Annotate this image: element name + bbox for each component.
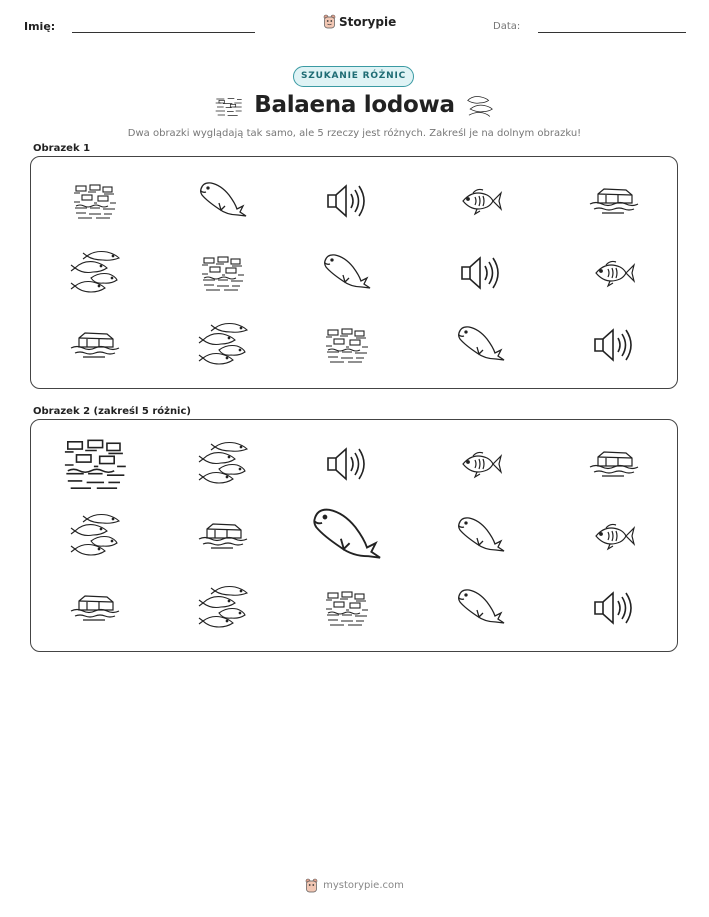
fish-icon[interactable] (579, 506, 649, 566)
storypie-mascot-icon (323, 14, 336, 29)
brand-logo (323, 14, 396, 29)
footer (0, 878, 709, 893)
picture-2-panel[interactable] (30, 419, 678, 652)
worksheet-type-badge: SZUKANIE RÓŻNIC (293, 66, 414, 87)
name-label: Imię: (24, 20, 56, 33)
iceberg-icon (60, 315, 130, 375)
beluga-icon[interactable] (446, 506, 516, 566)
brand-name: Storypie (339, 14, 397, 29)
ice-floes-icon[interactable] (312, 578, 382, 638)
page-title: Balaena lodowa (254, 92, 455, 118)
picture-2-label: Obrazek 2 (zakreśl 5 różnic) (33, 406, 191, 417)
storypie-mascot-icon (305, 878, 318, 893)
beluga-pod-icon (188, 315, 258, 375)
beluga-icon[interactable] (446, 578, 516, 638)
iceberg-icon[interactable] (188, 506, 258, 566)
speaker-icon[interactable] (312, 434, 382, 494)
beluga-pod-icon (60, 243, 130, 303)
beluga-pod-icon[interactable] (188, 434, 258, 494)
fish-icon (579, 243, 649, 303)
fish-icon (446, 171, 516, 231)
beluga-pod-icon[interactable] (188, 578, 258, 638)
speaker-icon (312, 171, 382, 231)
ice-floes-icon[interactable] (44, 421, 146, 508)
footer-url[interactable]: mystorypie.com (323, 880, 404, 891)
iceberg-icon[interactable] (579, 434, 649, 494)
speaker-icon (579, 315, 649, 375)
beluga-icon[interactable] (296, 493, 398, 580)
beluga-icon (188, 171, 258, 231)
beluga-icon (446, 315, 516, 375)
beluga-icon (312, 243, 382, 303)
picture-1-label: Obrazek 1 (33, 143, 91, 154)
date-field-line[interactable] (538, 32, 686, 33)
iceberg-icon[interactable] (60, 578, 130, 638)
fish-icon[interactable] (446, 434, 516, 494)
picture-1-panel (30, 156, 678, 389)
ice-floes-icon (188, 243, 258, 303)
speaker-icon (446, 243, 516, 303)
date-label: Data: (493, 21, 521, 32)
name-field-line[interactable] (72, 32, 255, 33)
beluga-pod-icon[interactable] (60, 506, 130, 566)
beluga-pod-icon (464, 91, 496, 125)
ice-floes-icon (60, 171, 130, 231)
instructions-text: Dwa obrazki wyglądają tak samo, ale 5 rzeczy jest różnych. Zakreśl je na dolnym obrazku! (127, 128, 582, 139)
ice-floes-icon (312, 315, 382, 375)
speaker-icon[interactable] (579, 578, 649, 638)
iceberg-icon (579, 171, 649, 231)
